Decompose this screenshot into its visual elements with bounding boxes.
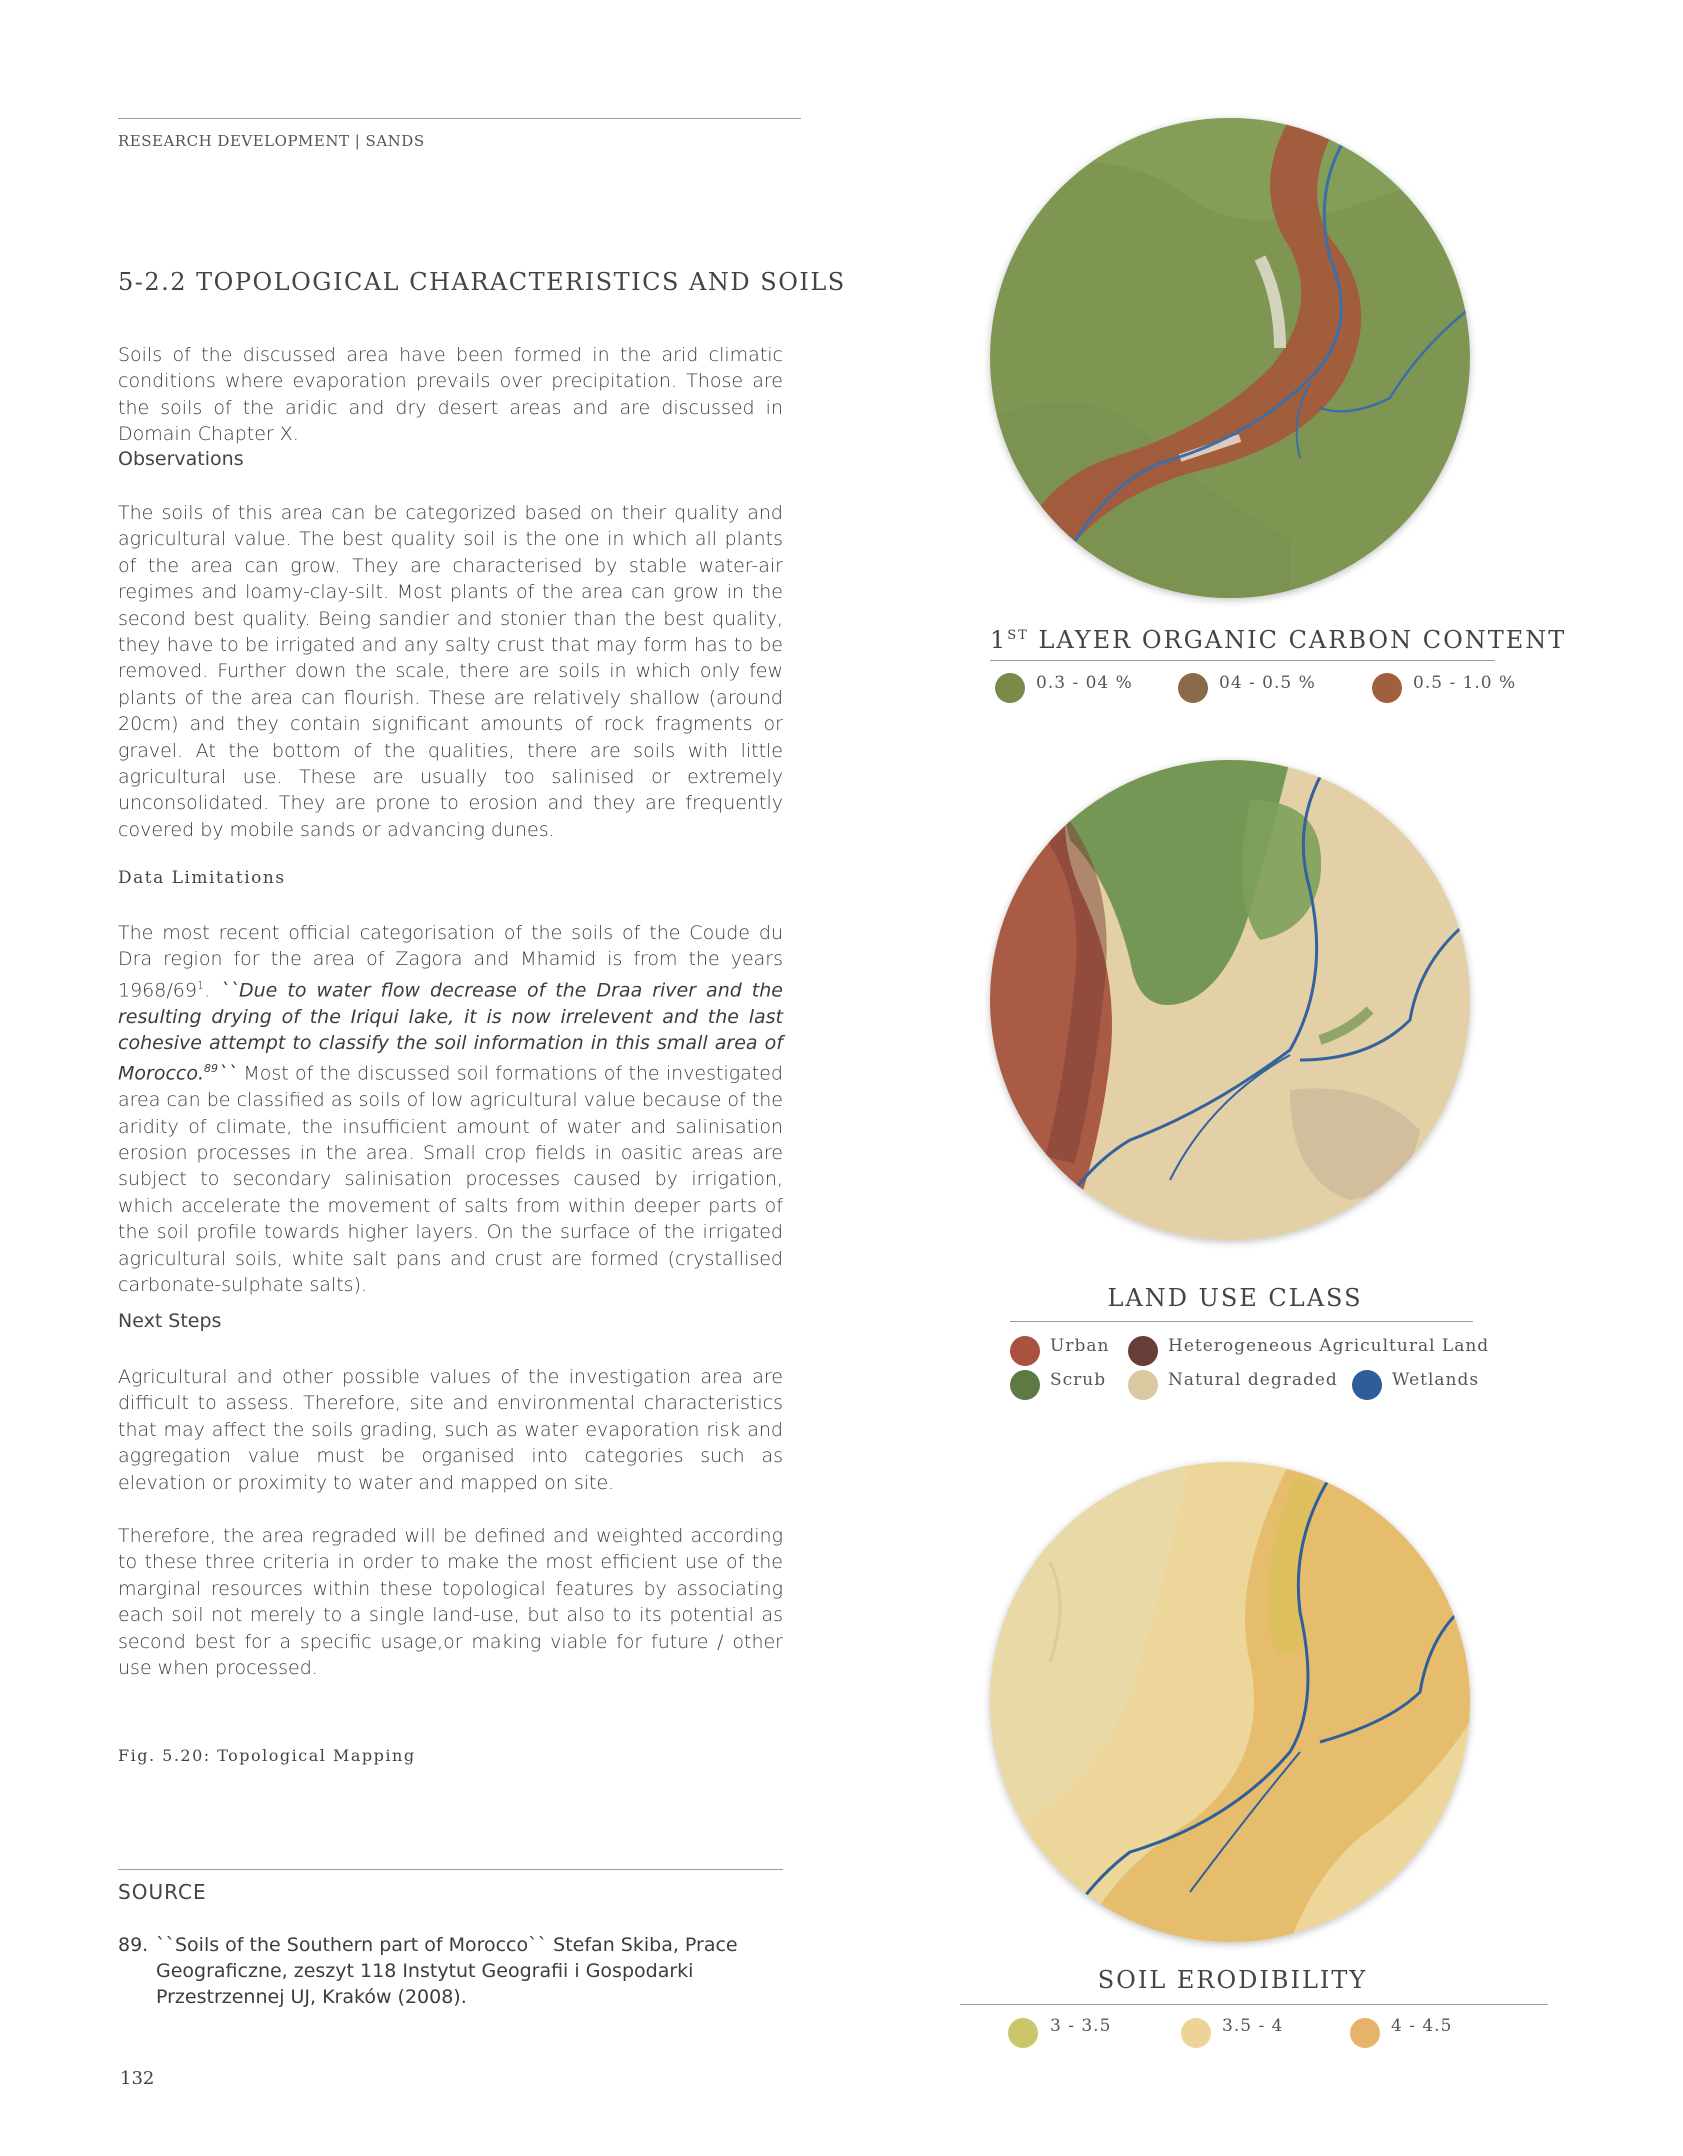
carbon-legend-title: 1ST LAYER ORGANIC CARBON CONTENT xyxy=(990,626,1567,654)
land-use-legend-label-natural: Natural degraded xyxy=(1168,1370,1338,1390)
reference-item xyxy=(118,1932,788,2010)
data-limitations-quote-end: `` xyxy=(218,1062,238,1085)
erodibility-legend-swatch-1 xyxy=(1008,2018,1038,2048)
land-use-legend-rule xyxy=(1010,1321,1473,1322)
carbon-legend-swatch-1 xyxy=(995,673,1025,703)
soil-erodibility-map xyxy=(990,1462,1470,1942)
erodibility-legend-swatch-3 xyxy=(1350,2018,1380,2048)
reference-text: ``Soils of the Southern part of Morocco`` Stefan Skiba, Prace Geograficzne, zeszyt 118 Instytut Geografii i Gospodarki Przestrzennej UJ, Kraków (2008). xyxy=(156,1934,738,2008)
erodibility-legend-label-1: 3 - 3.5 xyxy=(1050,2016,1112,2036)
observations-heading: Observations xyxy=(118,448,244,470)
land-use-map xyxy=(990,760,1470,1240)
page-number: 132 xyxy=(120,2068,155,2089)
source-label: SOURCE xyxy=(118,1880,207,1904)
carbon-legend-label-3: 0.5 - 1.0 % xyxy=(1413,673,1517,693)
next-steps-paragraph-2: Therefore, the area regraded will be defined and weighted according to these three criteria in order to make the most efficient use of the marginal resources within these topological features by associating each soil not merely to a single land-use, but also to its potential as second best for a specific usage,or making viable for future / other use when processed. xyxy=(118,1525,783,1680)
footnote-marker-89: 89 xyxy=(204,1062,219,1076)
land-use-legend-label-wetlands: Wetlands xyxy=(1392,1370,1480,1390)
intro-paragraph: Soils of the discussed area have been formed in the arid climatic conditions where evaporation prevails over precipitation. Those are the soils of the aridic and dry desert areas and are discussed in Domain Chapter X. xyxy=(118,344,783,446)
erodibility-legend-swatch-2 xyxy=(1181,2018,1211,2048)
header-rule xyxy=(118,118,801,119)
next-steps-paragraph-1: Agricultural and other possible values of the investigation area are difficult to assess. Therefore, site and environmental characteristics that may affect the soils grading, such as water evaporation risk and aggregation value must be organised into categories such as elevation or proximity to water and mapped on site. xyxy=(118,1366,783,1494)
erodibility-legend-label-2: 3.5 - 4 xyxy=(1222,2016,1284,2036)
next-steps-heading: Next Steps xyxy=(118,1310,222,1332)
reference-number: 89. xyxy=(118,1934,149,1956)
data-limitations-text-start: The most recent official categorisation of the soils of the Coude du Dra region for the area of Zagora and Mhamid is from the years 1968/69 xyxy=(118,922,783,1002)
soil-erodibility-legend-title: SOIL ERODIBILITY xyxy=(1097,1966,1368,1994)
land-use-legend-swatch-agricultural xyxy=(1128,1336,1158,1366)
soil-erodibility-legend-rule xyxy=(960,2004,1548,2005)
data-limitations-heading: Data Limitations xyxy=(118,868,286,888)
land-use-legend-label-urban: Urban xyxy=(1050,1336,1110,1356)
carbon-legend-rule xyxy=(990,660,1495,661)
land-use-legend-swatch-urban xyxy=(1010,1336,1040,1366)
land-use-legend-title: LAND USE CLASS xyxy=(1107,1284,1363,1312)
data-limitations-quote: ``Due to water flow decrease of the Draa river and the resulting drying of the Iriqui lake, it is now irrelevent and the last cohesive attempt to classify the soil information in this small area of Morocco. xyxy=(118,979,783,1085)
data-limitations-paragraph xyxy=(118,920,783,1298)
land-use-legend-swatch-natural xyxy=(1128,1370,1158,1400)
land-use-legend-swatch-wetlands xyxy=(1352,1370,1382,1400)
land-use-legend-label-scrub: Scrub xyxy=(1050,1370,1107,1390)
carbon-legend-swatch-2 xyxy=(1178,673,1208,703)
running-header: RESEARCH DEVELOPMENT | SANDS xyxy=(118,132,425,150)
source-rule xyxy=(118,1869,783,1870)
carbon-legend-swatch-3 xyxy=(1372,673,1402,703)
carbon-legend-label-1: 0.3 - 04 % xyxy=(1036,673,1133,693)
erodibility-legend-label-3: 4 - 4.5 xyxy=(1391,2016,1453,2036)
organic-carbon-map xyxy=(990,118,1470,598)
footnote-marker-1: 1 xyxy=(196,978,204,992)
land-use-legend-swatch-scrub xyxy=(1010,1370,1040,1400)
carbon-legend-label-2: 04 - 0.5 % xyxy=(1219,673,1316,693)
land-use-legend-label-agricultural: Heterogeneous Agricultural Land xyxy=(1168,1336,1490,1356)
section-title: 5-2.2 TOPOLOGICAL CHARACTERISTICS AND SOILS xyxy=(118,268,846,296)
figure-caption: Fig. 5.20: Topological Mapping xyxy=(118,1746,416,1765)
observations-paragraph: The soils of this area can be categorized based on their quality and agricultural value. The best quality soil is the one in which all plants of the area can grow. They are characterised by stable water-air regimes and loamy-clay-silt. Most plants of the area can grow in the second best quality. Being sandier and stonier than the best quality, they have to be irrigated and any salty crust that may form has to be removed. Further down the scale, there are soils in which only few plants of the area can flourish. These are relatively shallow (around 20cm) and they contain significant amounts of rock fragments or gravel. At the bottom of the qualities, there are soils with little agricultural use. These are usually too salinised or extremely unconsolidated. They are prone to erosion and they are frequently covered by mobile sands or advancing dunes. xyxy=(118,502,783,841)
data-limitations-dot: . xyxy=(203,979,210,1002)
data-limitations-text-end: Most of the discussed soil formations of the investigated area can be classified as soils of low agricultural value because of the aridity of climate, the insufficient amount of water and salinisation erosion processes in the area. Small crop fields in oasitic areas are subject to secondary salinisation processes caused by irrigation, which accelerate the movement of salts from within deeper parts of the soil profile towards higher layers. On the surface of the irrigated agricultural soils, white salt pans and crust are formed (crystallised carbonate-sulphate salts). xyxy=(118,1062,783,1296)
